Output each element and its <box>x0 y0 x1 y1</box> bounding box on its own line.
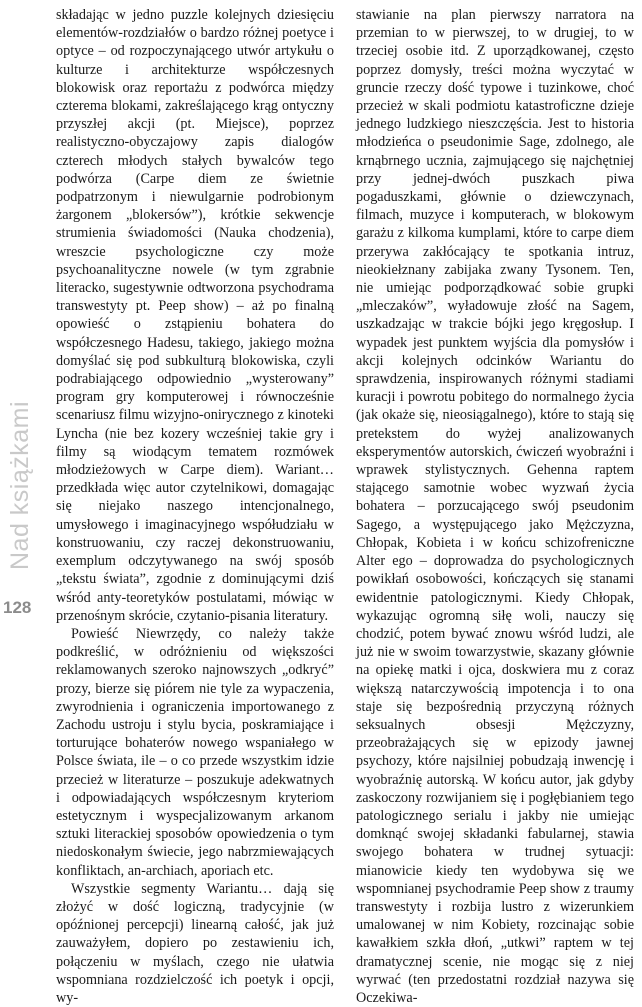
page-margin <box>0 0 48 900</box>
page-number: 128 <box>3 598 32 617</box>
left-column <box>56 6 334 1006</box>
paragraph: Powieść Niewrzędy, co należy także podkreślić, w odróżnieniu od większości reklamowanych szeroko najnowszych „odkryć” prozy, bierze się piórem nie tyle za wypaczenia, zwyrodnienia i ograniczenia importowanego z Zachodu ustroju i stylu bycia, poskramiające i torturujące bohaterów nowego wspaniałego w Polsce świata, ile – o co przede wszystkim idzie przecież w literaturze – poszukuje adekwatnych i odpowiadających współczesnym kryteriom estetycznym i wyspecjalizowanym arkanom sztuki literackiej sposobów opowiedzenia o tym niedoskonałym świecie, jego nabrzmiewających konfliktach, an-archiach, aporiach etc. <box>56 625 334 879</box>
section-title: Nad książkami <box>6 400 34 570</box>
paragraph: Wszystkie segmenty Wariantu… dają się złożyć w dość logiczną, tradycyjnie (w opóźnionej percepcji) linearną całość, jak już zauważyłem, dopiero po zestawieniu ich, połączeniu w myślach, czego nie ułatwia wspomniana rozdzielczość ich poetyk i opcji, wy- <box>56 880 334 1006</box>
paragraph: stawianie na plan pierwszy narratora na przemian to w pierwszej, to w drugiej, to w trzeciej osobie itd. Z uporządkowanej, często poprzez domysły, treści można wyczytać w gruncie rzeczy dość typowe i tuzinkowe, choć przecież w skali podmiotu katastroficzne dzieje jednego ludzkiego nieszczęścia. Jest to historia młodzieńca o pseudonimie Sage, zdolnego, ale krnąbrnego ucznia, zajmującego się najchętniej przy jednej-dwóch puszkach piwa pogaduszkami, głównie o dziewczynach, filmach, muzyce i komputerach, w blokowym garażu z kilkoma kumplami, które to carpe diem przerywa zakłócający te spotkania intruz, nieokiełznany zabijaka zwany Tysonem. Ten, nie umiejąc podporządkować sobie grupki „mleczaków”, wyładowuje złość na Sagem, uszkadzając w trakcie bójki jego kręgosłup. I wypadek jest punktem wyjścia dla pomysłów i akcji kolejnych odcinków Wariantu do sprawdzenia, inspirowanych różnymi stadiami kuracji i powrotu pobitego do normalnego życia (jak okaże się, nieosiągalnego), które to stają się pretekstem do wyżej analizowanych eksperymentów autorskich, ćwiczeń wyobraźni i wprawek stylistycznych. Gehenna raptem stającego samotnie wobec wyzwań życia bohatera – porzucającego swój pseudonim Sagego, a występującego jako Mężczyzna, Chłopak, Kobieta i w końcu schizofreniczne Alter ego – doprowadza do psychologicznych powikłań osobowości, kończących się stanami ewidentnie patologicznymi. Kiedy Chłopak, wykazując ogromną siłę woli, nauczy się chodzić, potem bywać znowu wśród ludzi, ale już nie w swoim towarzystwie, skazany głównie na opiekę matki i ojca, doskwiera mu z coraz większą natarczywością impotencja i to ona staje się bezpośrednią przyczyną różnych seksualnych obsesji Mężczyzny, przeobrażających się w epizody jawnej psychozy, które najsilniej pobudzają inwencję i wyobraźnię autorską. W końcu autor, jak gdyby zaskoczony rozwijaniem się i pogłębianiem tego patologicznego serialu i jakby nie umiejąc domknąć swojej składanki fabularnej, stawia swojego bohatera w trudnej sytuacji: mianowicie kiedy ten wydobywa się we wspomnianej psychodramie Peep show z traumy transwestyty i rozbija lustro z wizerunkiem umalowanej w nim Kobiety, rozcinając sobie kawałkiem szkła dłoń, „utkwi” raptem w tej dramatycznej scenie, nie mogąc się z niej wyrwać (ten przedostatni rozdział nazywa się Oczekiwa- <box>356 7 634 1006</box>
paragraph: składając w jedno puzzle kolejnych dziesięciu elementów-rozdziałów o bardzo różnej poetyce i optyce – od rozpoczynającego utwór artykułu o kulturze i architekturze współczesnych blokowisk oraz reportażu z podwórca między czterema blokami, zakreślającego krąg ontyczny przyszłej akcji (pt. Miejsce), poprzez realistyczno-obyczajowy zapis dialogów czterech młodych stałych bywalców tego podwórza (Carpe diem ze świetnie podpatrzonym i niewulgarnie podrobionym żargonem „blokersów”), krótkie sekwencje strumienia świadomości (Nauka chodzenia), wreszcie psychologiczne czy może psychoanalityczne nowele (w tym zgrabnie literacko, sugestywnie odtworzona psychodrama transwestyty pt. Peep show) – aż po finalną opowieść o zstąpieniu bohatera do współczesnego Hadesu, takiego, jakiego można domyślać się pod subkulturą blokowiska, czyli podrabiającego odpowiednio „wysterowany” program gry komputerowej i równocześnie scenariusz filmu wizyjno-onirycznego z kinoteki Lyncha (nie bez kozery wcześniej takie gry i filmy są wiodącym tematem rozmówek młodzieżowych w Carpe diem). Wariant… przedkłada więc autor czytelnikowi, domagając się niejako naszego intencjonalnego, umysłowego i imaginacyjnego współudziału w konstruowaniu, czy raczej dekonstruowaniu, exemplum odczytywanego na swój sposób „tekstu świata”, zgodnie z dominującymi dziś wśród anty-teoretyków postulatami, mówiąc w przenośnym skrócie, czytanio-pisania literatury. <box>56 7 334 624</box>
right-column <box>356 6 634 1006</box>
